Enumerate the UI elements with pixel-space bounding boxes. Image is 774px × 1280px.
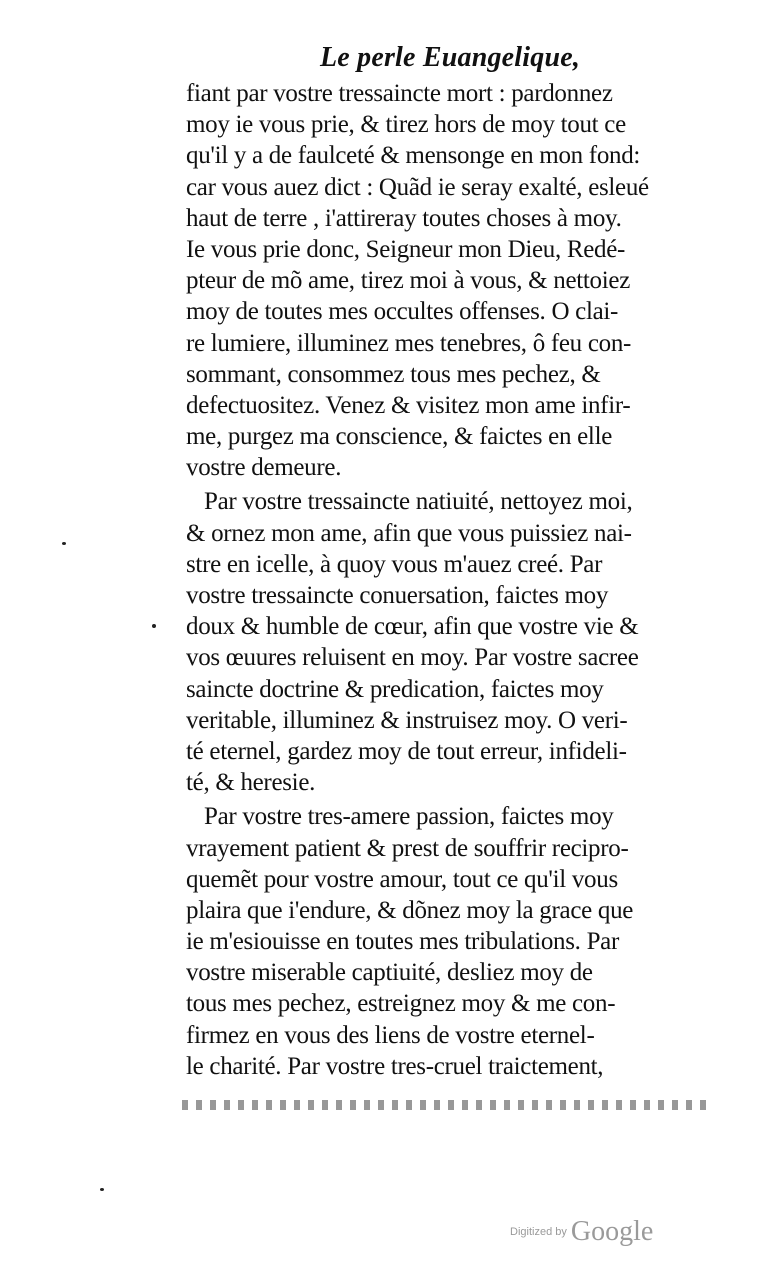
text-line: fiant par vostre tressaincte mort : pardonnez [186,80,613,107]
running-head: Le perle Euangelique, [320,42,581,73]
text-line: car vous auez dict : Quãd ie seray exalté, esleué [186,173,649,201]
ink-speck [152,624,156,628]
text-line: stre en icelle, à quoy vous m'auez creé. Par [186,550,603,578]
google-logo: Google [570,1216,654,1247]
cropped-catchline [182,1100,712,1110]
text-line: firmez en vous des liens de vostre eternel- [186,1021,595,1049]
text-line: té, & heresie. [186,769,316,797]
text-line: le charité. Par vostre tres-cruel traictement, [186,1052,604,1080]
paragraph [186,78,706,483]
text-line: veritable, illuminez & instruisez moy. O veri- [186,706,628,734]
ink-speck [62,542,66,545]
digitized-by-google-watermark [510,1216,653,1248]
text-line: qu'il y a de faulceté & mensonge en mon fond: [186,142,641,170]
text-line: & ornez mon ame, afin que vous puissiez nai- [186,519,632,547]
text-line: doux & humble de cœur, afin que vostre vie & [186,613,639,641]
text-line: vostre miserable captiuité, desliez moy de [186,959,593,987]
text-line: me, purgez ma conscience, & faictes en elle [186,423,613,451]
text-line: té eternel, gardez moy de tout erreur, infideli- [186,737,627,765]
ink-speck [100,1188,104,1191]
text-line: plaira que i'endure, & dõnez moy la grace que [186,896,634,924]
body-text [186,78,706,1082]
text-line: ie m'esiouisse en toutes mes tribulations. Par [186,928,620,956]
text-line: tous mes pechez, estreignez moy & me con- [186,990,616,1018]
paragraph [186,486,706,798]
text-line: Ie vous prie donc, Seigneur mon Dieu, Redé- [186,235,626,263]
text-line: pteur de mõ ame, tirez moi à vous, & nettoiez [186,267,630,295]
text-line: vostre tressaincte conuersation, faictes moy [186,582,609,609]
text-line: saincte doctrine & predication, faictes moy [186,675,604,703]
text-line: haut de terre , i'attireray toutes choses à moy. [186,204,622,232]
digitized-label: Digitized by [510,1226,567,1238]
text-line: moy ie vous prie, & tirez hors de moy tout ce [186,111,626,139]
text-line: vostre demeure. [186,454,342,482]
text-line: re lumiere, illuminez mes tenebres, ô feu con- [186,329,632,357]
text-line: moy de toutes mes occultes offenses. O clai- [186,298,619,326]
text-line: defectuositez. Venez & visitez mon ame infir- [186,391,631,419]
text-line: vrayement patient & prest de souffrir recipro- [186,834,629,862]
text-line: quemẽt pour vostre amour, tout ce qu'il vous [186,865,618,893]
text-line: sommant, consommez tous mes pechez, & [186,360,601,388]
text-line: Par vostre tres-amere passion, faictes moy [204,803,614,831]
text-line: Par vostre tressaincte natiuité, nettoyez moi, [204,488,633,516]
paragraph [186,801,706,1082]
text-line: vos œuures reluisent en moy. Par vostre sacree [186,644,639,672]
